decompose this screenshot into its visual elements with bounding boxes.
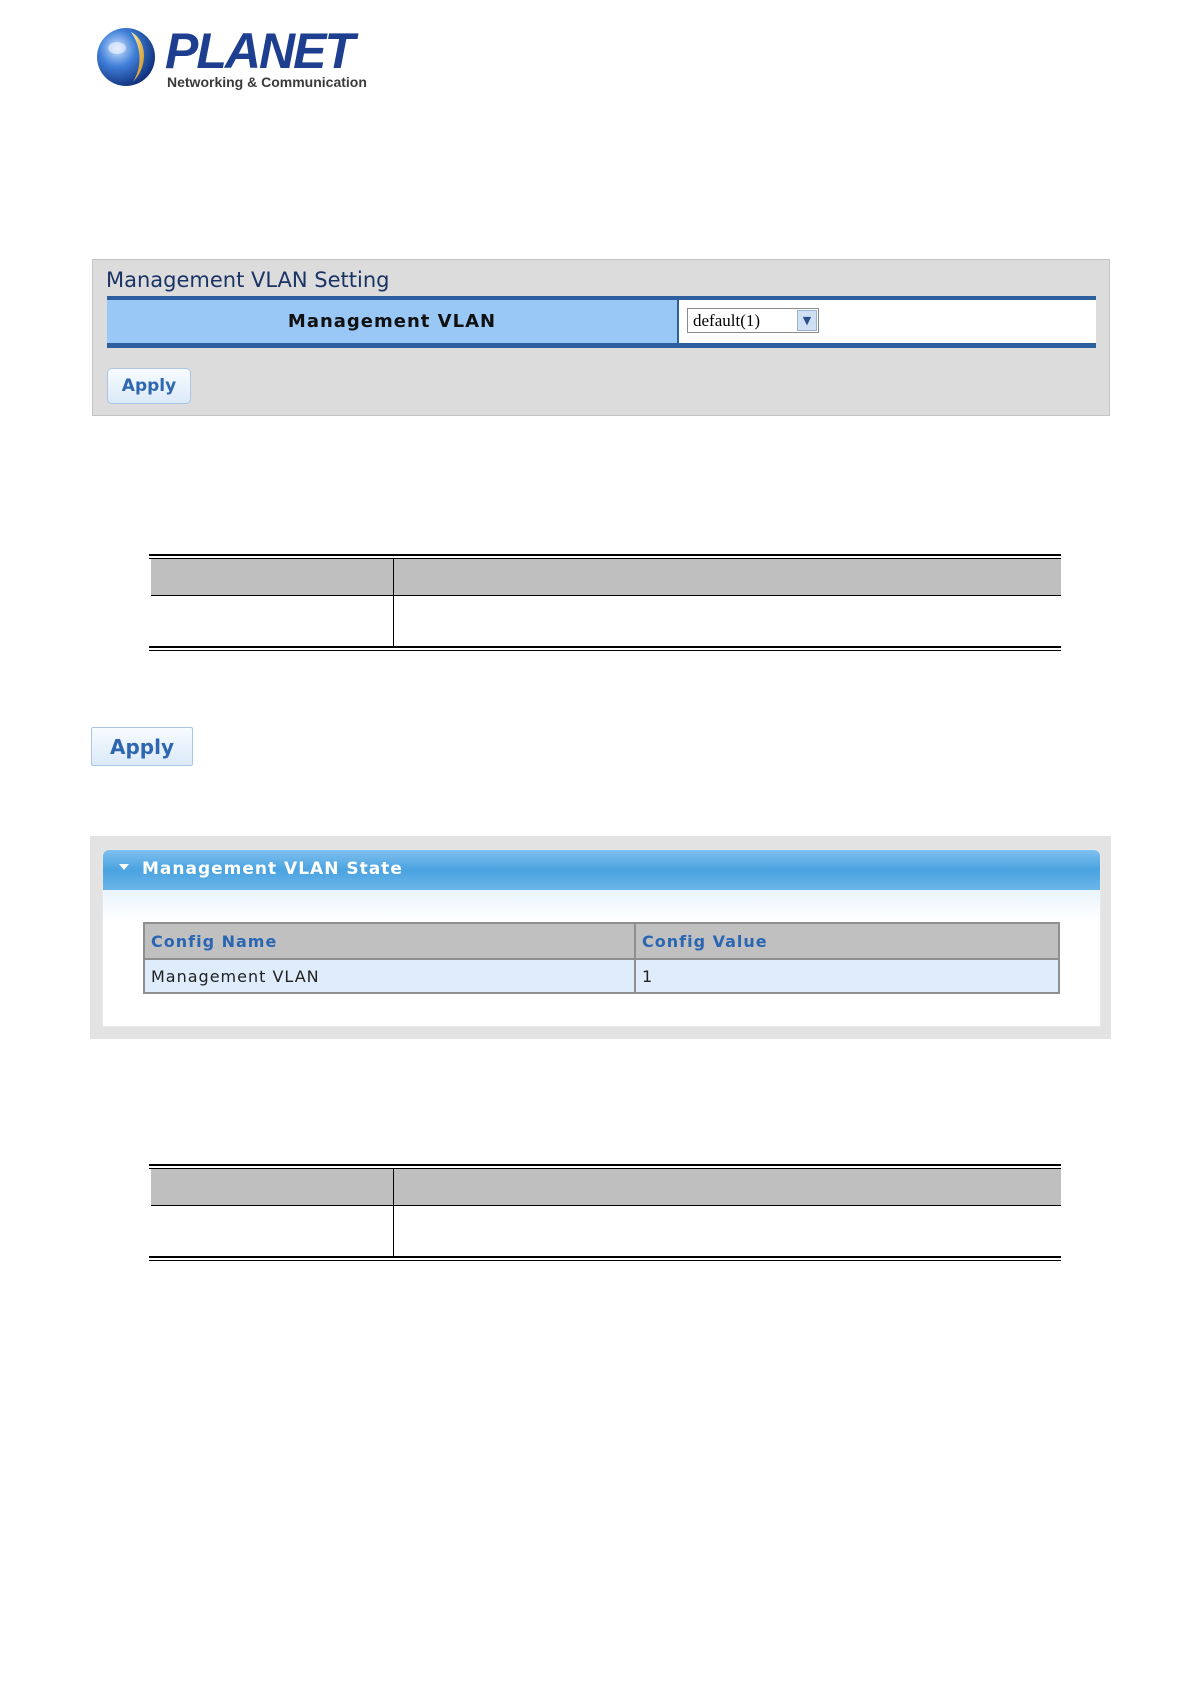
select-value: default(1) [693,311,761,330]
column-header: Config Name [145,924,634,959]
state-table [143,922,1060,994]
panel-title: Management VLAN State [142,859,403,879]
logo-tagline: Networking & Communication [167,74,367,90]
table-header [151,559,1061,595]
planet-logo [95,23,367,94]
panel-header[interactable] [103,850,1100,890]
collapse-arrow-icon[interactable] [119,864,129,870]
table-header [151,1169,1061,1205]
panel-title: Management VLAN Setting [106,268,390,292]
chevron-down-icon[interactable]: ▼ [797,310,817,331]
globe-logo-icon [95,26,157,88]
logo-brand: PLANET [165,23,353,79]
setting-row [107,296,1096,348]
apply-button-large[interactable]: Apply [91,727,193,766]
management-vlan-state-panel [90,836,1111,1039]
management-vlan-setting-panel [92,259,1110,416]
field-label: Management VLAN [107,300,679,343]
description-table [149,554,1061,652]
apply-button[interactable]: Apply [107,368,191,404]
column-header: Config Value [636,924,1058,959]
management-vlan-select[interactable] [687,308,819,333]
config-name-cell: Management VLAN [145,960,634,992]
description-table [149,1164,1061,1262]
config-value-cell: 1 [636,960,1058,992]
